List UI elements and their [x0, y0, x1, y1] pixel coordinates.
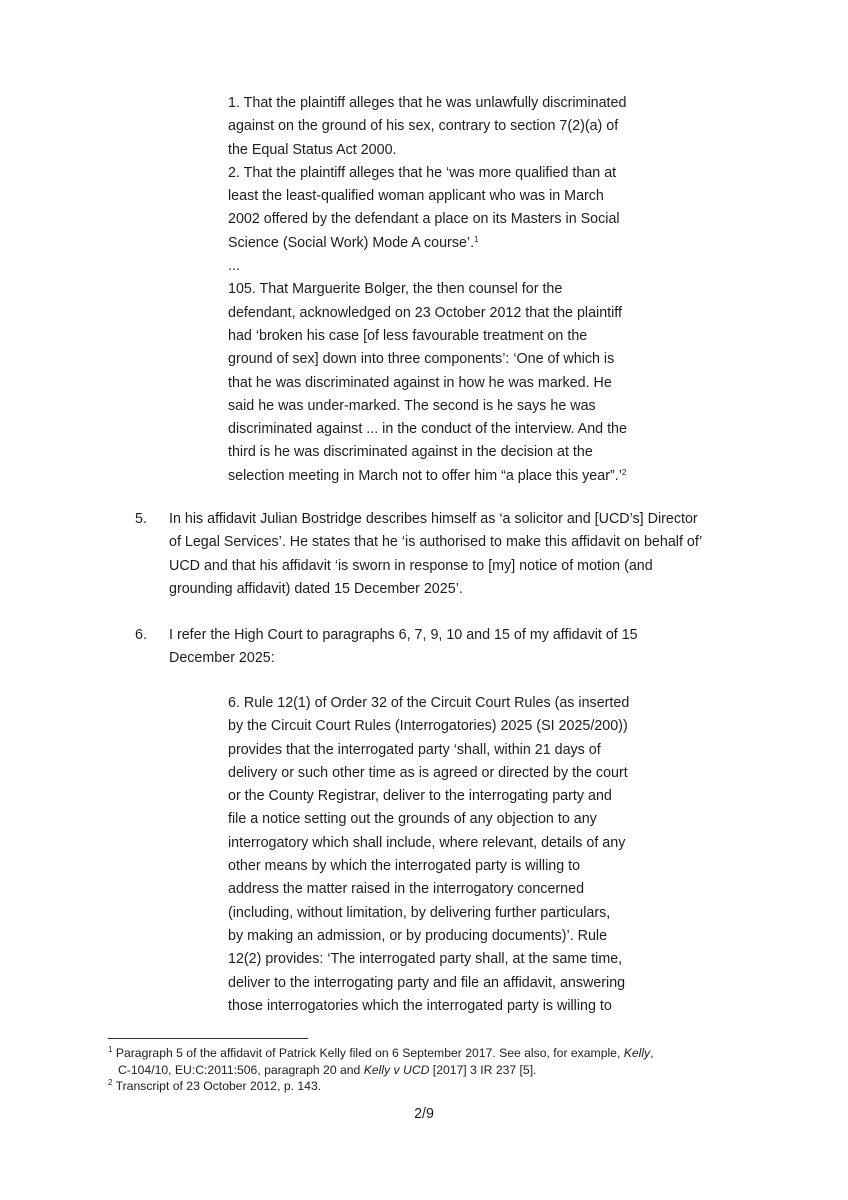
quote-line-text: selection meeting in March not to offer him “a place this year”.’	[228, 467, 622, 484]
paragraph-line: of Legal Services’. He states that he ‘is authorised to make this affidavit on behalf of’	[169, 534, 703, 551]
case-name: Kelly v UCD	[363, 1062, 430, 1077]
quote-line: file a notice setting out the grounds of any objection to any	[228, 811, 597, 828]
quote-line: those interrogatories which the interrogated party is willing to	[228, 997, 612, 1014]
quoted-affidavit-block	[228, 692, 668, 1018]
quote-line: provides that the interrogated party ‘shall, within 21 days of	[228, 741, 601, 758]
quote-line: least the least-qualified woman applicant who was in March	[228, 188, 604, 205]
footnote-reference[interactable]: 1	[474, 234, 479, 244]
paragraph-body	[169, 624, 789, 671]
quote-line: or the County Registrar, deliver to the interrogating party and	[228, 788, 612, 805]
quote-line: other means by which the interrogated party is willing to	[228, 858, 581, 875]
quoted-pleadings-block	[228, 92, 668, 488]
quote-line: 2002 offered by the defendant a place on its Masters in Social	[228, 211, 620, 228]
footnote-text: C-104/10, EU:C:2011:506, paragraph 20 and	[118, 1062, 364, 1077]
ellipsis-line: ...	[228, 258, 240, 275]
quote-line: defendant, acknowledged on 23 October 2012 that the plaintiff	[228, 304, 622, 321]
footnote-text: ,	[650, 1046, 654, 1060]
quote-line: deliver to the interrogating party and file an affidavit, answering	[228, 974, 626, 991]
footnote-text: Paragraph 5 of the affidavit of Patrick Kelly filed on 6 September 2017. See also, for example,	[115, 1046, 624, 1060]
quote-line: ground of sex] down into three components’: ‘One of which is	[228, 351, 615, 368]
footnote-1	[108, 1045, 748, 1062]
quote-line: third is he was discriminated against in the decision at the	[228, 444, 593, 461]
page-number: 2/9	[414, 1106, 434, 1122]
footnote-text: [2017] 3 IR 237 [5].	[429, 1062, 537, 1077]
quote-line: by making an admission, or by producing documents)’. Rule	[228, 927, 608, 944]
quote-line: interrogatory which shall include, where relevant, details of any	[228, 834, 626, 851]
quote-line: discriminated against ... in the conduct of the interview. And the	[228, 421, 627, 438]
quote-line: delivery or such other time as is agreed or directed by the court	[228, 764, 628, 781]
quote-line	[228, 465, 668, 488]
paragraph-body	[169, 508, 789, 601]
paragraph-line: grounding affidavit) dated 15 December 2025’.	[169, 580, 463, 597]
quote-line: said he was under-marked. The second is he says he was	[228, 397, 596, 414]
paragraph-line: December 2025:	[169, 650, 275, 667]
quote-line: address the matter raised in the interrogatory concerned	[228, 881, 585, 898]
footnote-1-continued	[108, 1062, 748, 1079]
quote-line: 6. Rule 12(1) of Order 32 of the Circuit Court Rules (as inserted	[228, 695, 630, 711]
footnote-mark: 2	[108, 1078, 113, 1087]
quote-line: against on the ground of his sex, contrary to section 7(2)(a) of	[228, 118, 619, 135]
quote-line: by the Circuit Court Rules (Interrogatories) 2025 (SI 2025/200))	[228, 718, 628, 735]
paragraph-number: 6.	[135, 627, 147, 643]
quote-line-text: Science (Social Work) Mode A course’.	[228, 234, 475, 251]
footnotes	[108, 1045, 748, 1095]
footnote-mark: 1	[108, 1045, 113, 1054]
footnote-text: Transcript of 23 October 2012, p. 143.	[115, 1079, 322, 1093]
paragraph-line: I refer the High Court to paragraphs 6, 7, 9, 10 and 15 of my affidavit of 15	[169, 627, 638, 643]
quote-line: 2. That the plaintiff alleges that he ‘was more qualified than at	[228, 164, 617, 181]
quote-line	[228, 232, 668, 255]
paragraph-number: 5.	[135, 511, 147, 527]
footnote-2	[108, 1078, 748, 1095]
footnote-separator	[108, 1038, 308, 1039]
quote-line: 1. That the plaintiff alleges that he was unlawfully discriminated	[228, 95, 627, 111]
quote-line: that he was discriminated against in how he was marked. He	[228, 374, 612, 391]
paragraph-line: UCD and that his affidavit ‘is sworn in response to [my] notice of motion (and	[169, 557, 653, 574]
quote-line: the Equal Status Act 2000.	[228, 141, 397, 158]
case-name: Kelly	[623, 1046, 651, 1060]
quote-line: (including, without limitation, by delivering further particulars,	[228, 904, 611, 921]
footnote-reference[interactable]: 2	[621, 467, 627, 477]
quote-line: 105. That Marguerite Bolger, the then counsel for the	[228, 281, 563, 298]
paragraph-line: In his affidavit Julian Bostridge describes himself as ‘a solicitor and [UCD’s] Director	[169, 511, 698, 527]
quote-line: 12(2) provides: ‘The interrogated party shall, at the same time,	[228, 951, 623, 968]
quote-line: had ‘broken his case [of less favourable treatment on the	[228, 327, 588, 344]
